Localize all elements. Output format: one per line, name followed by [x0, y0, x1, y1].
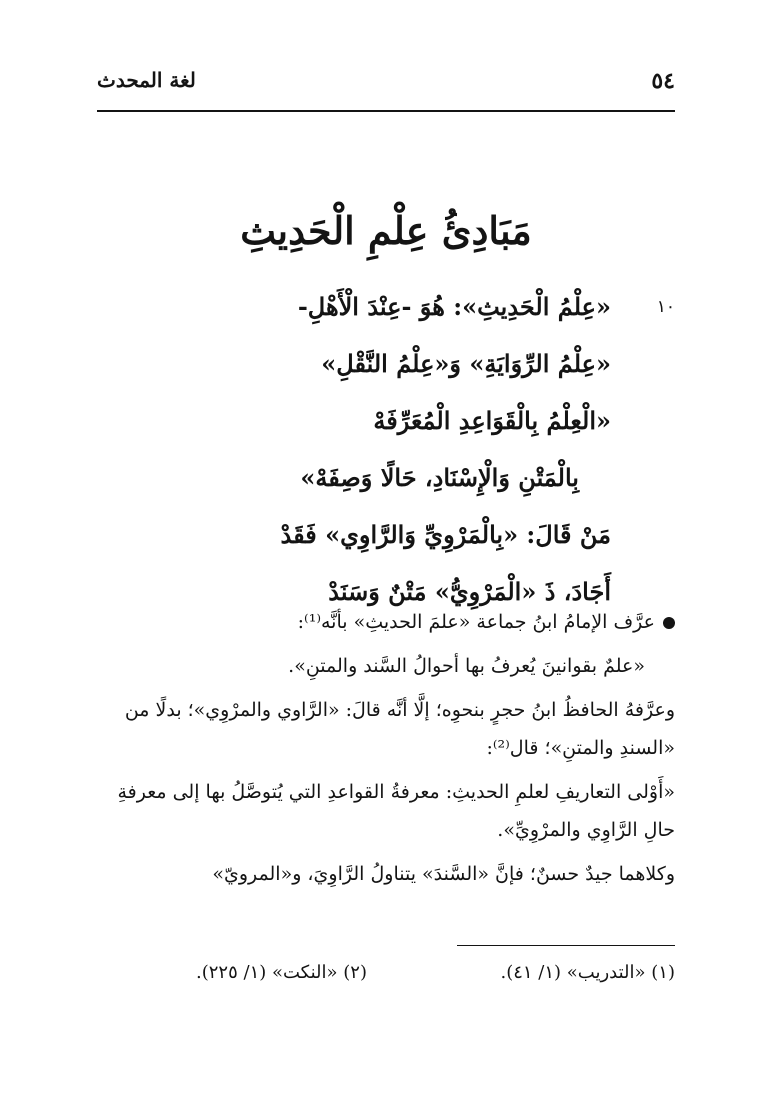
footnote-1: (١) «التدريب» (١/ ٤١).: [500, 962, 675, 983]
footnote-rule: [457, 945, 675, 946]
footnotes: [97, 962, 675, 992]
verse-text: مَنْ قَالَ: «بِالْمَرْوِيِّ وَالرَّاوِي» فَقَدْ: [280, 520, 611, 549]
poem-block: [97, 283, 675, 625]
quoted-definition: «أَوْلى التعاريفِ لعلمِ الحديثِ: معرفةُ القواعدِ التي يُتوصَّلُ بها إلى معرفةِ حالِ الرَّاوِي والمرْوِيِّ».: [117, 781, 675, 841]
verse-text: «عِلْمُ الرِّوَايَةِ» وَ«عِلْمُ النَّقْلِ»: [321, 349, 611, 378]
commentary-paragraph: [97, 603, 675, 641]
bullet-icon: [663, 617, 675, 629]
verse-line: [97, 454, 675, 511]
verse-text: بِالْمَتْنِ وَالْإِسْنَادِ، حَالًا وَصِفَهْ»: [300, 463, 579, 492]
running-title: لغة المحدث: [97, 68, 196, 92]
header-rule: [97, 110, 675, 112]
page-number: ٥٤: [651, 68, 675, 94]
commentary-paragraph: وكلاهما جيدٌ حسنٌ؛ فإنَّ «السَّندَ» يتناولُ الرَّاوِيَ، و«المرويّ»: [212, 863, 675, 885]
verse-text: «عِلْمُ الْحَدِيثِ»: هُوَ -عِنْدَ الْأَهْلِ-: [297, 292, 611, 321]
commentary-paragraph: وعرَّفهُ الحافظُ ابنُ حجرٍ بنحوِه؛ إلَّا أنَّه قالَ: «الرَّاوي والمرْوِي»؛ بدلًا من «السندِ والمتنِ»؛ قال⁽²⁾:: [124, 699, 675, 759]
chapter-title: مَبَادِئُ عِلْمِ الْحَدِيثِ: [240, 208, 532, 253]
quoted-definition: «علمٌ بقوانينَ يُعرفُ بها أحوالُ السَّند والمتنِ».: [288, 655, 645, 677]
verse-text: «الْعِلْمُ بِالْقَوَاعِدِ الْمُعَرِّفَهْ: [373, 406, 611, 435]
verse-number: ١٠: [656, 297, 675, 317]
running-head: [97, 68, 675, 104]
commentary-text: عرَّف الإمامُ ابنُ جماعة «علمَ الحديثِ» بأنَّه⁽¹⁾:: [297, 611, 655, 633]
commentary: [97, 603, 675, 899]
verse-line: [97, 340, 675, 397]
footnote-2: (٢) «النكت» (١/ ٢٢٥).: [196, 962, 367, 983]
verse-text: أَجَادَ، ذَ «الْمَرْوِيُّ» مَتْنٌ وَسَنَدْ: [328, 577, 611, 606]
verse-line: [97, 511, 675, 568]
verse-line: [97, 283, 675, 340]
verse-line: [97, 397, 675, 454]
